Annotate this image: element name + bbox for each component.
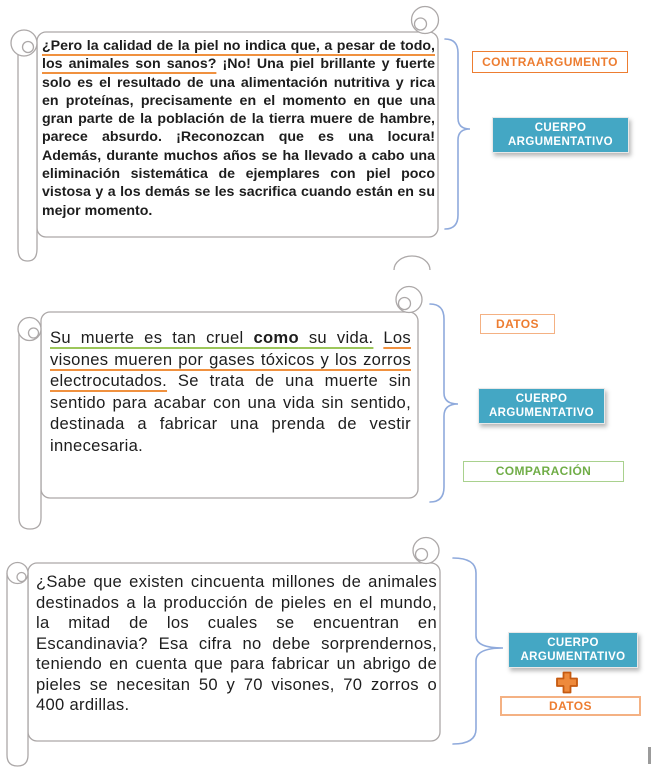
text-cursor	[648, 747, 651, 764]
label-datos-2: DATOS	[480, 314, 555, 334]
label-cuerpo-argumentativo-1: CUERPO ARGUMENTATIVO	[492, 117, 629, 153]
argument-text-3: ¿Sabe que existen cincuenta millones de animales destinados a la producción de pieles en el mundo, la mitad de los cuales se encuentran en Escandinavia? Esa cifra no debe sorprendernos, teniendo en cuenta que para fabricar un abrigo de pieles se necesitan 50 y 70 visones, 70 zorros o 400 ardillas.	[36, 572, 437, 714]
label-datos-3: DATOS	[500, 696, 641, 716]
label-comparacion: COMPARACIÓN	[463, 461, 624, 482]
plus-icon	[555, 671, 579, 694]
scroll-arc-decoration	[391, 253, 433, 273]
curly-brace-3	[450, 557, 506, 746]
argument-text-1: ¿Pero la calidad de la piel no indica que, a pesar de todo, los animales son sanos? ¡No! Una piel brillante y fuerte solo es el resultado de una alimentación nutritiva y rica en proteínas, precisamente en el momento en que una gran parte de la población de la tierra muere de hambre, parece absurdo. ¡Reconozcan que es una locura! Además, durante muchos años se ha llevado a cabo una eliminación sistemática de ejemplares con piel poco vistosa y a los demás se les sacrifica cuando están en su mejor momento.	[42, 38, 436, 219]
label-cuerpo-argumentativo-3: CUERPO ARGUMENTATIVO	[508, 632, 638, 668]
curly-brace-1	[443, 38, 473, 231]
label-cuerpo-argumentativo-2: CUERPO ARGUMENTATIVO	[478, 388, 605, 424]
curly-brace-2	[428, 303, 462, 504]
argument-text-2: Su muerte es tan cruel como su vida. Los visones mueren por gases tóxicos y los zorros electrocutados. Se trata de una muerte sin sentido para acabar con una vida sin sentido, destinada a fabricar una prenda de vestir innecesaria.	[50, 328, 411, 455]
label-contraargumento: CONTRAARGUMENTO	[472, 51, 628, 73]
